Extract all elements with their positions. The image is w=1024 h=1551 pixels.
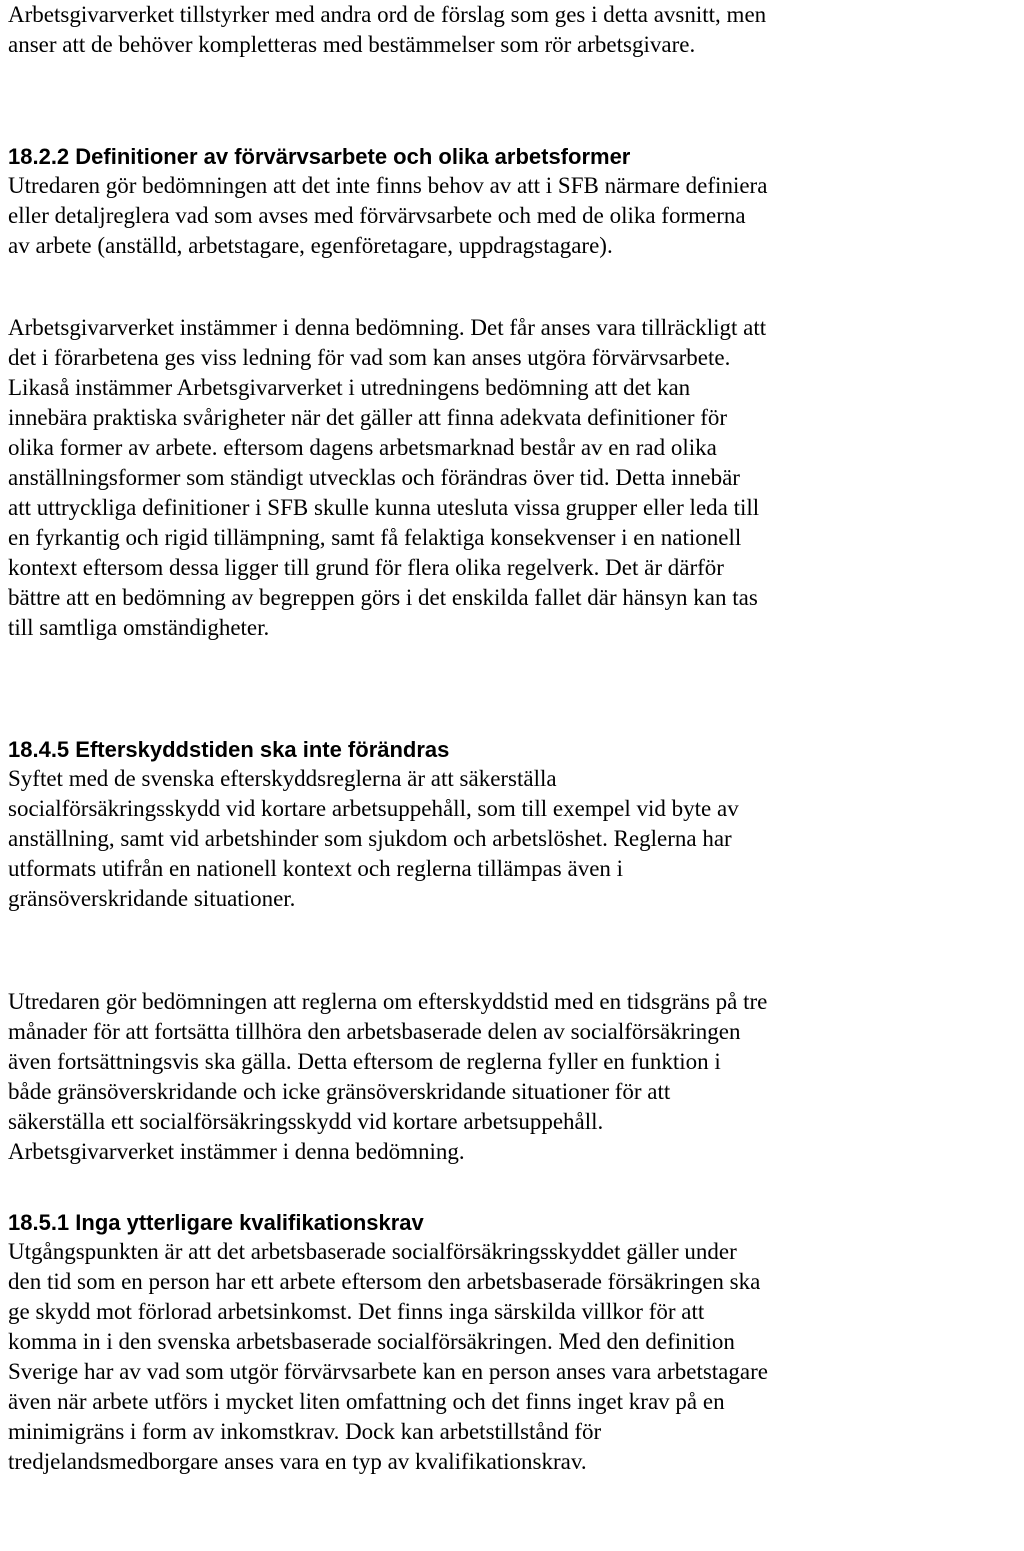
section-heading-18-2-2: 18.2.2 Definitioner av förvärvsarbete och olika arbetsformer xyxy=(8,144,631,169)
text-line: både gränsöverskridande och icke gränsöverskridande situationer för att xyxy=(8,1079,671,1104)
text-line: Arbetsgivarverket tillstyrker med andra ord de förslag som ges i detta avsnitt, men xyxy=(8,2,767,27)
text-line: även när arbete utförs i mycket liten omfattning och det finns inget krav på en xyxy=(8,1389,725,1414)
text-line: anställningsformer som ständigt utvecklas och förändras över tid. Detta innebär xyxy=(8,465,740,490)
text-line: anser att de behöver kompletteras med bestämmelser som rör arbetsgivare. xyxy=(8,32,696,57)
text-line: Likaså instämmer Arbetsgivarverket i utredningens bedömning att det kan xyxy=(8,375,691,400)
text-line: kontext eftersom dessa ligger till grund för flera olika regelverk. Det är därför xyxy=(8,555,724,580)
section-heading-18-4-5: 18.4.5 Efterskyddstiden ska inte förändras xyxy=(8,737,450,762)
text-line: olika former av arbete. eftersom dagens arbetsmarknad består av en rad olika xyxy=(8,435,717,460)
text-line: Utredaren gör bedömningen att reglerna om efterskyddstid med en tidsgräns på tre xyxy=(8,989,768,1014)
text-line: Syftet med de svenska efterskyddsreglerna är att säkerställa xyxy=(8,766,557,791)
text-line: den tid som en person har ett arbete eftersom den arbetsbaserade försäkringen ska xyxy=(8,1269,761,1294)
paragraph-protection-assessment xyxy=(8,987,767,1167)
text-line: Sverige har av vad som utgör förvärvsarbete kan en person anses vara arbetstagare xyxy=(8,1359,768,1384)
text-line: en fyrkantig och rigid tillämpning, samt få felaktiga konsekvenser i en nationell xyxy=(8,525,742,550)
paragraph-intro xyxy=(8,0,766,60)
paragraph-definitions-agreement xyxy=(8,313,766,643)
text-line: innebära praktiska svårigheter när det gäller att finna adekvata definitioner för xyxy=(8,405,728,430)
section-heading-18-5-1: 18.5.1 Inga ytterligare kvalifikationskrav xyxy=(8,1210,424,1235)
text-line: att uttryckliga definitioner i SFB skulle kunna utesluta vissa grupper eller leda till xyxy=(8,495,760,520)
text-line: månader för att fortsätta tillhöra den arbetsbaserade delen av socialförsäkringen xyxy=(8,1019,741,1044)
text-line: Arbetsgivarverket instämmer i denna bedömning. Det får anses vara tillräckligt att xyxy=(8,315,767,340)
text-line: komma in i den svenska arbetsbaserade socialförsäkringen. Med den definition xyxy=(8,1329,735,1354)
text-line: Arbetsgivarverket instämmer i denna bedömning. xyxy=(8,1139,465,1164)
text-line: även fortsättningsvis ska gälla. Detta eftersom de reglerna fyller en funktion i xyxy=(8,1049,721,1074)
paragraph-protection-purpose xyxy=(8,764,739,914)
text-line: socialförsäkringsskydd vid kortare arbetsuppehåll, som till exempel vid byte av xyxy=(8,796,739,821)
paragraph-definitions-assessment xyxy=(8,171,767,261)
text-line: anställning, samt vid arbetshinder som sjukdom och arbetslöshet. Reglerna har xyxy=(8,826,732,851)
text-line: Utgångspunkten är att det arbetsbaserade socialförsäkringsskyddet gäller under xyxy=(8,1239,737,1264)
text-line: säkerställa ett socialförsäkringsskydd vid kortare arbetsuppehåll. xyxy=(8,1109,604,1134)
text-line: till samtliga omständigheter. xyxy=(8,615,270,640)
text-line: Utredaren gör bedömningen att det inte finns behov av att i SFB närmare definiera xyxy=(8,173,768,198)
text-line: bättre att en bedömning av begreppen görs i det enskilda fallet där hänsyn kan tas xyxy=(8,585,758,610)
text-line: tredjelandsmedborgare anses vara en typ av kvalifikationskrav. xyxy=(8,1449,587,1474)
text-line: ge skydd mot förlorad arbetsinkomst. Det finns inga särskilda villkor för att xyxy=(8,1299,705,1324)
text-line: det i förarbetena ges viss ledning för vad som kan anses utgöra förvärvsarbete. xyxy=(8,345,731,370)
text-line: utformats utifrån en nationell kontext och reglerna tillämpas även i xyxy=(8,856,624,881)
text-line: eller detaljreglera vad som avses med förvärvsarbete och med de olika formerna xyxy=(8,203,746,228)
text-line: gränsöverskridande situationer. xyxy=(8,886,296,911)
text-line: minimigräns i form av inkomstkrav. Dock kan arbetstillstånd för xyxy=(8,1419,602,1444)
text-line: av arbete (anställd, arbetstagare, egenföretagare, uppdragstagare). xyxy=(8,233,613,258)
paragraph-qualification xyxy=(8,1237,768,1477)
